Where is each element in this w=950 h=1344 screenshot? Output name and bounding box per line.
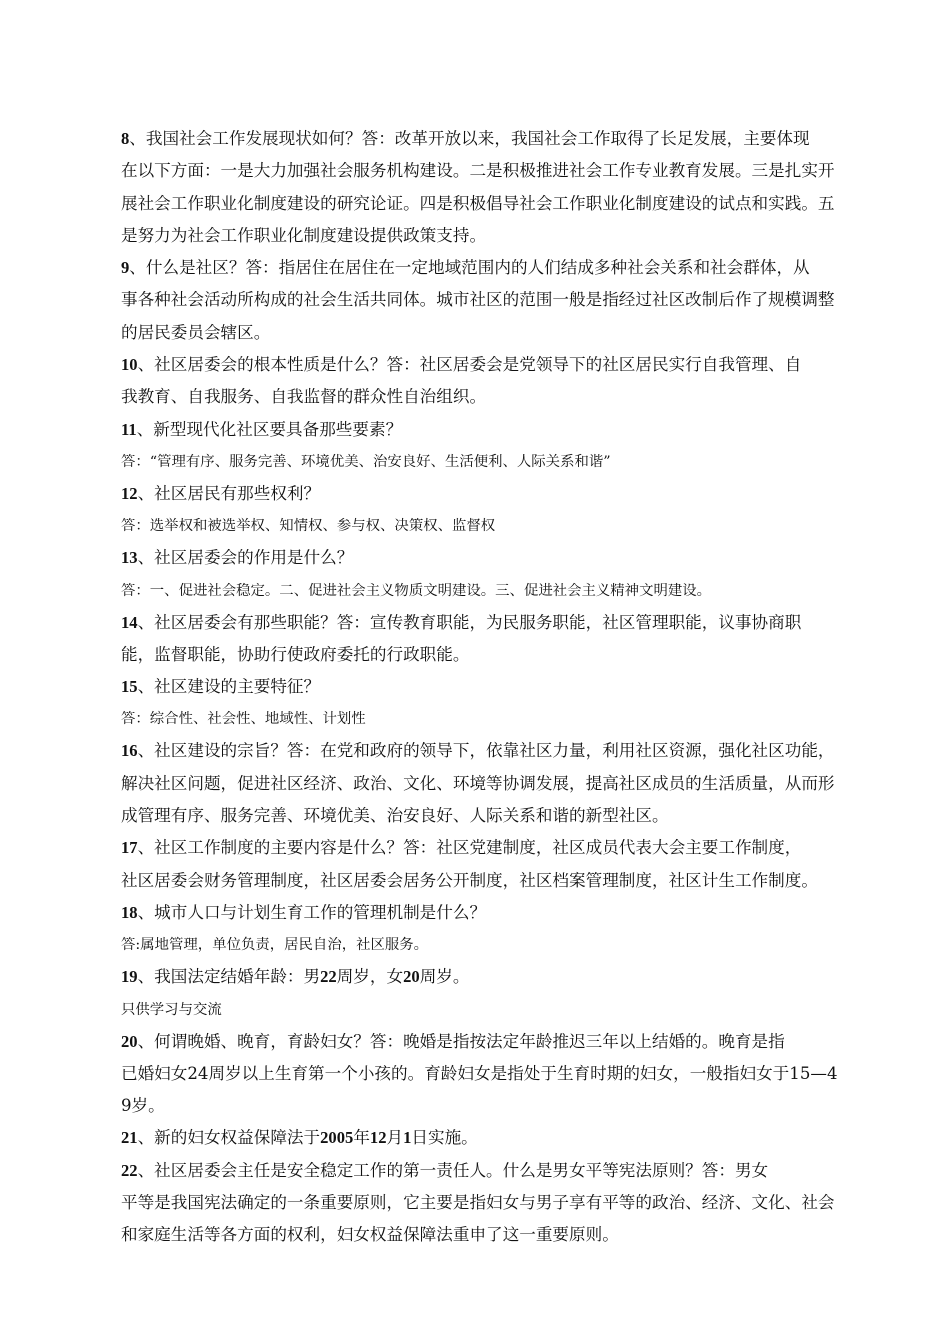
line-text: 、社区居民有那些权利？ — [137, 483, 321, 503]
line-text: 、社区居委会有那些职能？答：宣传教育职能，为民服务职能，社区管理职能，议事协商职 — [137, 612, 802, 632]
text-segment: 周岁。 — [419, 967, 470, 987]
line-text: 社区居委会财务管理制度，社区居委会居务公开制度，社区档案管理制度，社区计生工作制度。 — [121, 870, 818, 890]
bold-number: 22 — [320, 967, 337, 987]
question-block — [121, 1122, 869, 1154]
question-number: 15 — [121, 677, 138, 697]
bold-number: 12 — [369, 1128, 387, 1148]
qa-list — [121, 123, 869, 1252]
question-line — [121, 639, 869, 671]
line-text: 、社区建设的宗旨？答：在党和政府的领导下，依靠社区力量，利用社区资源，强化社区功能， — [137, 741, 835, 761]
line-text: 、社区工作制度的主要内容是什么？答：社区党建制度，社区成员代表大会主要工作制度， — [137, 838, 802, 858]
answer-line: 答：选举权和被选举权、知情权、参与权、决策权、监督权 — [121, 518, 496, 535]
question-block — [121, 961, 869, 993]
text-segment: 月 — [386, 1128, 404, 1148]
answer-line: 答：综合性、社会性、地域性、计划性 — [121, 711, 366, 728]
line-text: 、新型现代化社区要具备那些要素？ — [136, 419, 403, 439]
line-text: 、社区居委会主任是安全稳定工作的第一责任人。什么是男女平等宪法原则？答：男女 — [137, 1160, 769, 1180]
question-block — [121, 671, 869, 703]
question-block — [121, 832, 869, 897]
question-line — [121, 1090, 869, 1122]
text-segment: 年 — [353, 1128, 370, 1148]
question-line — [121, 735, 869, 767]
line-text: 的居民委员会辖区。 — [121, 322, 271, 342]
question-block — [121, 123, 869, 252]
question-line — [121, 607, 869, 639]
answer-line: 答:属地管理，单位负责，居民自治，社区服务。 — [121, 937, 429, 954]
line-text: 展社会工作职业化制度建设的研究论证。四是积极倡导社会工作职业化制度建设的试点和实践。五 — [121, 193, 835, 213]
question-line — [121, 317, 869, 349]
question-line — [121, 865, 869, 897]
question-number: 10 — [121, 355, 138, 375]
bold-number: 1 — [403, 1128, 412, 1148]
question-line — [121, 1187, 869, 1219]
line-text: 是努力为社会工作职业化制度建设提供政策支持。 — [121, 225, 487, 245]
question-number: 19 — [121, 967, 138, 987]
question-line — [121, 381, 869, 413]
question-line — [121, 349, 869, 381]
question-line — [121, 1058, 869, 1090]
answer-block — [121, 575, 869, 607]
text-segment: 日实施。 — [411, 1128, 478, 1148]
question-line — [121, 671, 869, 703]
question-line — [121, 252, 869, 284]
line-text: 、何谓晚婚、晚育，育龄妇女？答：晚婚是指按法定年龄推迟三年以上结婚的。晚育是指 — [137, 1031, 785, 1051]
question-line — [121, 478, 869, 510]
line-text: 和家庭生活等各方面的权利，妇女权益保障法重申了这一重要原则。 — [121, 1225, 619, 1245]
question-line — [121, 1219, 869, 1251]
question-line — [121, 188, 869, 220]
question-number: 9 — [121, 258, 130, 278]
line-text: 我教育、自我服务、自我监督的群众性自治组织。 — [121, 387, 487, 407]
answer-line: 只供学习与交流 — [121, 1001, 222, 1018]
question-line — [121, 284, 869, 316]
answer-block — [121, 929, 869, 961]
question-line — [121, 800, 869, 832]
question-number: 16 — [121, 741, 138, 761]
line-text: 、社区建设的主要特征？ — [137, 677, 321, 697]
question-number: 21 — [121, 1128, 138, 1148]
line-text: 、社区居委会的作用是什么？ — [137, 548, 354, 568]
question-block — [121, 252, 869, 349]
line-text: 事各种社会活动所构成的社会生活共同体。城市社区的范围一般是指经过社区改制后作了规模调整 — [121, 290, 835, 310]
question-block — [121, 897, 869, 929]
answer-line: 答：“管理有序、服务完善、环境优美、治安良好、生活便利、人际关系和谐” — [121, 453, 611, 470]
question-number: 17 — [121, 838, 138, 858]
bold-number: 2005 — [320, 1128, 354, 1148]
answer-block — [121, 994, 869, 1026]
text-segment: 、我国法定结婚年龄：男 — [137, 967, 321, 987]
line-text: 能，监督职能，协助行使政府委托的行政职能。 — [121, 644, 470, 664]
question-number: 20 — [121, 1031, 138, 1051]
question-number: 13 — [121, 548, 138, 568]
question-block — [121, 414, 869, 446]
line-text: 、社区居委会的根本性质是什么？答：社区居委会是党领导下的社区居民实行自我管理、自 — [137, 355, 802, 375]
question-line — [121, 897, 869, 929]
question-number: 18 — [121, 902, 138, 922]
question-number: 22 — [121, 1160, 138, 1180]
question-block — [121, 349, 869, 414]
line-text: 成管理有序、服务完善、环境优美、治安良好、人际关系和谐的新型社区。 — [121, 806, 669, 826]
line-text: 、什么是社区？答：指居住在居住在一定地域范围内的人们结成多种社会关系和社会群体，从 — [129, 258, 810, 278]
answer-block — [121, 446, 869, 478]
question-number: 12 — [121, 483, 138, 503]
question-block — [121, 478, 869, 510]
question-line — [121, 832, 869, 864]
line-text: 在以下方面：一是大力加强社会服务机构建设。二是积极推进社会工作专业教育发展。三是扎实开 — [121, 161, 835, 181]
line-text: 平等是我国宪法确定的一条重要原则，它主要是指妇女与男子享有平等的政治、经济、文化、社会 — [121, 1193, 835, 1213]
answer-block — [121, 510, 869, 542]
text-segment: 周岁，女 — [336, 967, 404, 987]
question-line — [121, 542, 869, 574]
question-block — [121, 735, 869, 832]
question-line — [121, 961, 869, 993]
question-block — [121, 1026, 869, 1123]
line-text: 、我国社会工作发展现状如何？答：改革开放以来，我国社会工作取得了长足发展，主要体现 — [129, 129, 810, 148]
answer-line: 答：一、促进社会稳定。二、促进社会主义物质文明建设。三、促进社会主义精神文明建设。 — [121, 582, 712, 599]
line-text: 已婚妇女24周岁以上生育第一个小孩的。育龄妇女是指处于生育时期的妇女，一般指妇女于15—4 — [121, 1063, 838, 1083]
question-block — [121, 1155, 869, 1252]
question-number: 8 — [121, 129, 130, 148]
question-block — [121, 542, 869, 574]
question-line — [121, 123, 869, 155]
question-number: 11 — [121, 419, 137, 439]
answer-block — [121, 703, 869, 735]
question-line — [121, 1122, 869, 1154]
question-block — [121, 607, 869, 672]
question-line — [121, 1026, 869, 1058]
question-line — [121, 220, 869, 252]
question-line — [121, 768, 869, 800]
bold-number: 20 — [403, 967, 420, 987]
question-line — [121, 414, 869, 446]
question-line — [121, 155, 869, 187]
question-number: 14 — [121, 612, 138, 632]
line-text: 解决社区问题，促进社区经济、政治、文化、环境等协调发展，提高社区成员的生活质量，从而形 — [121, 773, 835, 793]
text-segment: 、新的妇女权益保障法于 — [137, 1128, 321, 1148]
line-text: 、城市人口与计划生育工作的管理机制是什么？ — [137, 902, 487, 922]
line-text: 9岁。 — [121, 1096, 165, 1116]
question-line — [121, 1155, 869, 1187]
